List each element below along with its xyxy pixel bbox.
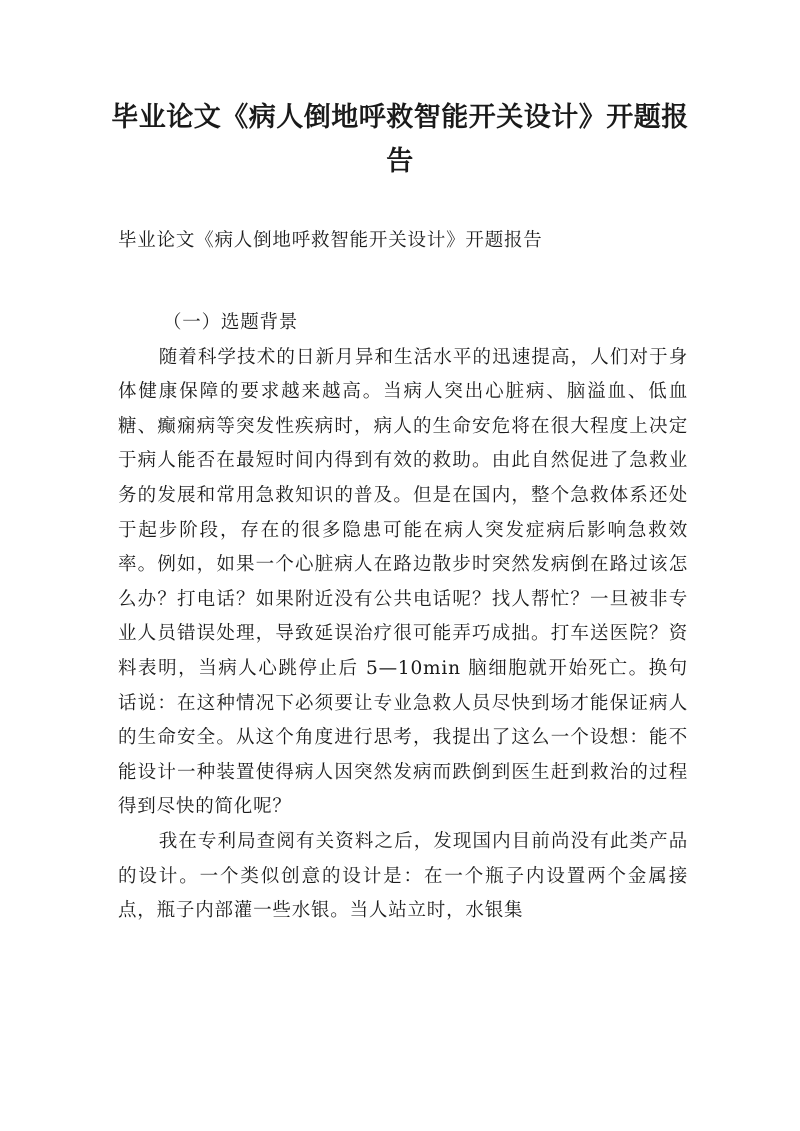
body-paragraph: 随着科学技术的日新月异和生活水平的迅速提高，人们对于身体健康保障的要求越来越高。当病人突出心脏病、脑溢血、低血糖、癫痫病等突发性疾病时，病人的生命安危将在很大程度上决定于病人能否在最短时间内得到有效的救助。由此自然促进了急救业务的发展和常用急救知识的普及。但是在国内，整个急救体系还处于起步阶段，存在的很多隐患可能在病人突发症病后影响急救效率。例如，如果一个心脏病人在路边散步时突然发病倒在路过该怎么办？打电话？如果附近没有公共电话呢？找人帮忙？一旦被非专业人员错误处理，导致延误治疗很可能弄巧成拙。打车送医院？资料表明，当病人心跳停止后 5—10min 脑细胞就开始死亡。换句话说：在这种情况下必须要让专业急救人员尽快到场才能保证病人的生命安全。从这个角度进行思考，我提出了这么一个设想：能不能设计一种装置使得病人因突然发病而跌倒到医生赶到救治的过程得到尽快的简化呢？	[118, 346, 688, 818]
section-heading: （一）选题背景	[163, 312, 299, 333]
document-body	[118, 306, 688, 929]
body-paragraph: 我在专利局查阅有关资料之后，发现国内目前尚没有此类产品的设计。一个类似创意的设计是：在一个瓶子内设置两个金属接点，瓶子内部灌一些水银。当人站立时，水银集	[118, 830, 688, 922]
document-subtitle: 毕业论文《病人倒地呼救智能开关设计》开题报告	[118, 230, 543, 251]
document-title: 毕业论文《病人倒地呼救智能开关设计》开题报告	[111, 102, 689, 177]
